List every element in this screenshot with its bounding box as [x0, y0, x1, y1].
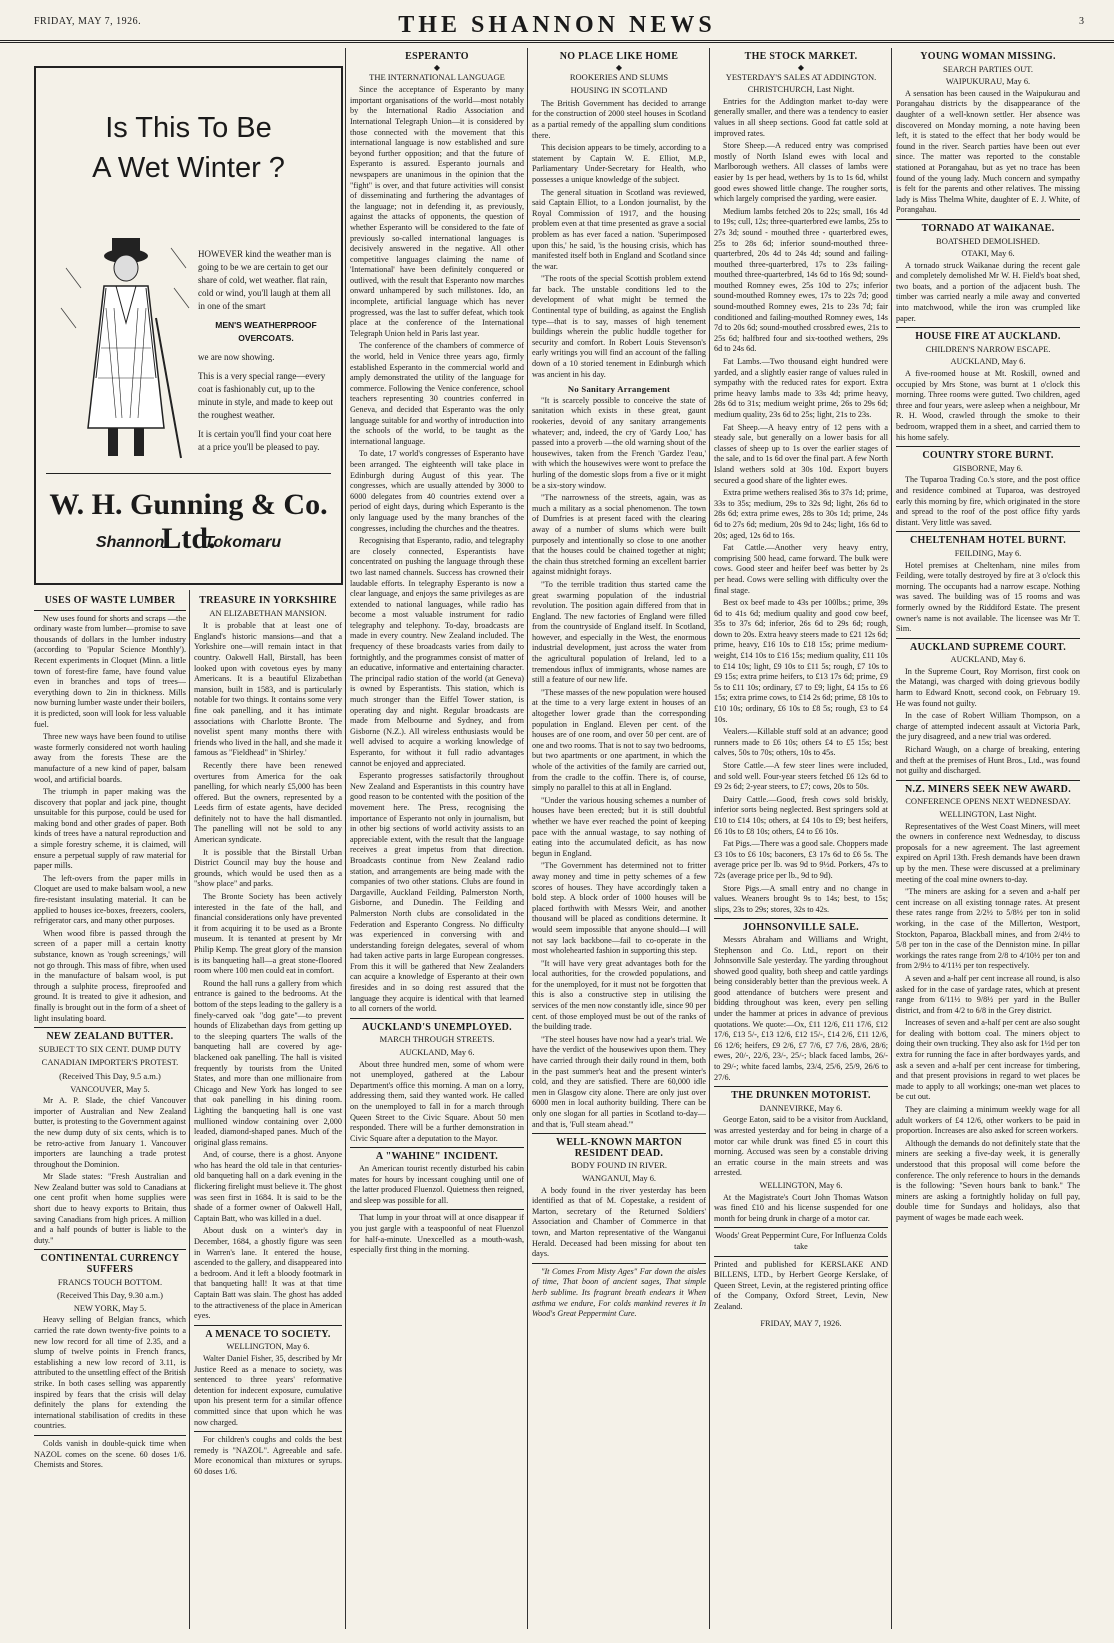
divider: [532, 1133, 706, 1134]
advertisement: [34, 66, 343, 585]
man-in-overcoat-illustration: [56, 228, 196, 468]
column-rule: [189, 590, 190, 1629]
headline-currency: CONTINENTAL CURRENCY SUFFERS: [40, 1253, 180, 1276]
divider: [896, 446, 1080, 447]
divider: [714, 1227, 888, 1228]
column-rule: [891, 48, 892, 1629]
divider: [34, 1435, 186, 1436]
dateline: AUCKLAND, May 6.: [399, 1048, 475, 1058]
headline-no-place-like-home: NO PLACE LIKE HOME: [559, 51, 679, 62]
subhead-sanitary: No Sanitary Arrangement: [567, 384, 671, 395]
dateline: VANCOUVER, May 5.: [70, 1084, 150, 1094]
dateline: DANNEVIRKE, May 6.: [759, 1103, 843, 1113]
headline-wahine: A "WAHINE" INCIDENT.: [375, 1151, 499, 1163]
headline-esperanto: ESPERANTO: [405, 51, 469, 62]
headline-unemployed: AUCKLAND'S UNEMPLOYED.: [362, 1021, 512, 1033]
headline-store-burnt: COUNTRY STORE BURNT.: [922, 450, 1054, 462]
divider: [34, 1249, 186, 1250]
dateline: WANGANUI, May 6.: [582, 1173, 656, 1183]
advert-locations: Shannon Tokomaru: [95, 534, 282, 551]
divider: [714, 1086, 888, 1087]
divider: [896, 531, 1080, 532]
dateline: OTAKI, May 6.: [961, 249, 1015, 259]
column-rule: [527, 48, 528, 1629]
divider: [350, 1147, 524, 1148]
headline-miners: N.Z. MINERS SEEK NEW AWARD.: [904, 783, 1071, 795]
column-6: YOUNG WOMAN MISSING. SEARCH PARTIES OUT. WAIPUKURAU, May 6. A sensation has been caused in the Waipukurau and Porangahau districts by the disappearance of the daughter of a well-known settler. Her absence was discovered on Monday morning, a note having been left, it is stated to the effect that her body would be found in the river. Search parties have been out ever since. The matter was reported to the constable stationed at Porangahau, but as yet no trace has been found of the young lady. Much concern and sympathy is felt for the parents and other relatives. The missing lady is Miss Thelma White, daughter of E. J. White, of Porangahau. TORNADO AT WAIKANAE. BOATSHED DEMOLISHED. OTAKI, May 6. A tornado struck Waikanae during the recent gale and completely demolished Mr W. H. Field's boat shed, two boats, and a portion of the adjacent bush. The timber was carried nearly a mile away and converted into matchwood, while the iron was crumpled like paper. HOUSE FIRE AT AUCKLAND. CHILDREN'S NARROW ESCAPE. AUCKLAND, May 6. A five-roomed house at Mt. Roskill, owned and occupied by Mrs Stone, was burnt at 1 o'clock this morning. Three rooms were gutted. Two children, aged three and four years, were asleep when a neighbour, Mr R. H. Wood, crawled through the smoke to their bedroom, wrapped them in a sheet, and carried them to his home safely. COUNTRY STORE BURNT. GISBORNE, May 6. The Tuparoa Trading Co.'s store, and the post office and residence combined at Tuparoa, was destroyed early this morning by fire, which originated in the store and spread to the roof of the post office fifty yards distant. Very little was saved. CHELTENHAM HOTEL BURNT. FEILDING, May 6. Hotel premises at Cheltenham, nine miles from Feilding, were totally destroyed by fire at 3 o'clock this morning. The occupants had a narrow escape. Nothing was saved. The building was of 15 rooms and was formerly owned by the Riddiford Estate. The present owner's name is not available. The licensee was Mr T. Sim. AUCKLAND SUPREME COURT. AUCKLAND, May 6. In the Supreme Court, Roy Morrison, first cook on the Matangi, was charged with doing grievous bodily harm to Edward Knott, second cook, on February 19. He was found not guilty. In the case of Robert William Thompson, on a charge of attempted indecent assault at Victoria Park, the jury disagreed, and a new trial was ordered. Richard Waugh, on a charge of breaking, entering and theft at the premises of Hunt Bros., Ltd., was found not guilty and discharged. N.Z. MINERS SEEK NEW AWARD. CONFERENCE OPENS NEXT WEDNESDAY. WELLINGTON, Last Night. Representatives of the West Coast Miners, will meet the owners in conference next Wednesday, to discuss proposals for a new agreement. The last agreement expired on April 13th. Fresh demands have been drawn up by the men. These were discussed at a preliminary meeting of the coal mine owners to-day. "The miners are asking for a seven and a-half per cent increase on all existing tonnage rates. At present these rates range from 2/2½ to 5/8½ per ton in solid working, in the case of the Millerton, Westport, Stockton, Paparoa, Blackball mines, and from 2/4½ to 5/8 per ton in the case of the Denniston mine. In pillar workings the rates range from 2/8 to 4/10½ per ton and from 2/9½ to 4/11½ per ton respectively. A seven and a-half per cent increase all round, is also asked for in the case of yardage rates, which at present range from 6/11½ to 9/8½ per yard in the Buller district, and from 4/2 to 6/8 in the Grey district. Increases of seven and a-half per cent are also sought for dealing with bottom coal. The miners object to doing their own trucking. They also ask for 1½d per ton extra for running the face in after bordwayes yards, and ask a seven and a-half per cent increase for timbering, and that present provisions in regard to wet places be made to apply to all workings; one-man wet places to be cut out. They are claiming a minimum weekly wage for all adult workers of £4 12/6, other workers to be paid in proportion. Increases are also asked for screen workers. Although the demands do not definitely state that the miners are seeking a five-day week, it is generally understood that this proposal will come before the conference. The only reference to hours in the demands is the following: "Seven hours bank to bank." The miners are asking a fortnightly holiday on full pay, double time for Sundays and holidays, also that payment of wages be made each week.: [896, 51, 1080, 1222]
divider: [34, 1027, 186, 1028]
newspaper-title: THE SHANNON NEWS: [398, 12, 716, 38]
divider: [896, 327, 1080, 328]
imprint-date: FRIDAY, MAY 7, 1926.: [760, 1318, 842, 1328]
divider: [532, 1263, 706, 1264]
headline-tornado: TORNADO AT WAIKANAE.: [921, 222, 1055, 234]
divider: [34, 610, 186, 611]
headline-waste-lumber: USES OF WASTE LUMBER: [44, 595, 176, 606]
divider: [896, 638, 1080, 639]
divider: [194, 1431, 342, 1432]
column-3: ESPERANTO ◆ THE INTERNATIONAL LANGUAGE Since the acceptance of Esperanto by many important organisations of the world—most notably by the International Radio Association and International Telegraph Union—it is considered by those connected with the movement that this international language is now established and sure beyond further opposition; and that the future of Esperanto is assured. Esperanto journals and newspapers are unanimous in the opinion that the "fight" is over, and that future activities will consist of disseminating and furthering the advantages of the language; not in defending it, as previously, against the attacks of opponents, the question of whether Esperanto will be considered to the fate of previously so-called international languages is decisively answered in the negative. All other competitive languages claiming the name of 'International' have been definitely conquered or outlived, with the result that Esperanto now marches onward unhampered by such millstones. Ido, an incomplete, artificial language which has never progressed, was the last to suffer defeat, which took place at the conference of the International Telegraph Union held in Paris last year. The conference of the chambers of commerce of the world, held in Venice three years ago, firmly established Esperanto in the commercial world and amply demonstrated the utility of the language for commerce. Following the Venice conference, school teachers representing 30 countries conferred in Geneva, and decided that Esperanto was the only language suitable for and worthy of introduction into the schools of the world, to be taught as the international language. To date, 17 world's congresses of Esperanto have been arranged. The eighteenth will take place in Edinburgh during August of this year. The congresses, which are usually attended by 3000 to 6000 delegates from 40 countries extend over a period of eight days, during which Esperanto is the only language used by the many branches of the congresses, including the churches and the theatres. Recognising that Esperanto, radio, and telegraphy are closely connected, Esperantists have concentrated on pushing the language through these two last named channels. Success has crowned their laudable efforts. In telegraphy Esperanto is now a clear language, and enjoys the same privileges as are extended to national languages, while radio has become a most valuable instrument for radio telegraphy and telephony. To-day, broadcasts are made in every country. New Zealand included. The frequency of these broadcasts varies from daily to fortnightly, and the programmes consist of matter of an educative, informative and entertaining character. The principal radio station of the world (at Geneva) is owned by Esperantists. This station, which is much stronger than the Eiffel Tower station, is operating day and night. Regular broadcasts are made from Melbourne and Sydney, and from Gisborne (N.Z.). All wireless enthusiasts would be well advised to acquire a working knowledge of Esperanto, for without it full radio advantages cannot be enjoyed and appreciated. Esperanto progresses satisfactorily throughout New Zealand and Esperantists in this country have good reason to be contented with the position of the movement here. The Press, recognising the importance of Esperanto not only in journalism, but in other big sections of world activity assists to an appreciable extent, with the result that the language receives a great impetus from that direction. Broadcasts continue from New Zealand radio station, and arrangements are being made with the companies of two other stations. Clubs are found in Dargaville, Auckland Feilding, Palmerston North, Gisborne, and Dunedin. The Feilding and Palmerston North clubs are consolidated in the Federation and Esperanto Congress. No difficulty was experienced in conversing with and understanding foreign delegates, several of whom had taken active parts in large European congresses. From this it will be gathered that New Zealanders can acquire a knowledge of Esperanto at their own firesides and in so doing rest assured that the language they acquire is identical with that learned to all corners of the world. AUCKLAND'S UNEMPLOYED. MARCH THROUGH STREETS. AUCKLAND, May 6. About three hundred men, some of whom were not unemployed, gathered at the Labour Department's office this morning. A man on a lorry, addressing them, said they wanted work. He called on the unemployed to fall in for a march through Queen Street to the Civic Square. About 50 men responded. There will be a further demonstration in Civic Square after a deputation to the Mayor. A "WAHINE" INCIDENT. An American tourist recently disturbed his cabin mates for hours by incessant coughing until one of the latter produced Fluenzol. Quietness then reigned, and sleep was possible for all. That lump in your throat will at once disappear if you just gargle with a teaspoonful of neat Fluenzol for half-a-minute. Unexcelled as a mouth-wash, especially first thing in the morning.: [350, 51, 524, 1255]
headline-supreme-court: AUCKLAND SUPREME COURT.: [909, 641, 1067, 653]
column-1: USES OF WASTE LUMBER New uses found for shorts and scraps —the ordinary waste from lumber—promise to save thousands of dollars in the lumber industry (according to 'Popular Science Monthly'). Recent experiments in Cloquet (Minn. a little town of forest-fire fame, have found value even in branches and tops of trees—everything down to 2in in thickness. Mills now burning lumber waste under their boilers, it is predicted, soon will look for less valuable fuel. Three new ways have been found to utilise waste formerly considered not worth hauling away from the forests These are the manufacture of a new kind of paper, balsam wool, and artificial boards. The triumph in paper making was the discovery that poplar and jack pine, thought unsuitable for this purpose, could be used for making bond and other grades of paper. Both kinds of trees have a natural reproduction and a simple forestry scheme, it is claimed, will ensure a perpetual supply of raw material for paper mills. The left-overs from the paper mills in Cloquet are used to make balsam wool, a new fire-resistant insulating material. It can be applied to houses ice-boxes, freezers, coolers, refrigerator cars, and many other purposes. When wood fibre is passed through the screen of a paper mill a certain knotty substance, known as 'rough screenings,' will not go through. This mass of fibre, when used in the manufacture of balsam wool, is put through a sulphite process, fireproofed and ground. It is treated to give it adhesion, and finally is brought out in the form of a sheet of light insulating board. NEW ZEALAND BUTTER. SUBJECT TO SIX CENT. DUMP DUTY CANADIAN IMPORTER'S PROTEST. (Received This Day, 9.5 a.m.) VANCOUVER, May 5. Mr A. P. Slade, the chief Vancouver importer of Australian and New Zealand butter, is protesting to the Government against the new dump duty of six cents, which is to be retro-active from January 1. Vancouver importers are launching a trade protest throughout the Dominion. Mr Slade states: "Fresh Australian and New Zealand butter was sold to Canadians at one cent profit when home supplies were short due to heavy exports to Britain, thus saving Canadians from high prices. A million and a half pounds of butter is liable to the duty." CONTINENTAL CURRENCY SUFFERS FRANCS TOUCH BOTTOM. (Received This Day, 9.30 a.m.) NEW YORK, May 5. Heavy selling of Belgian francs, which carried the rate down twenty-five points to a new low record for all time of 2.35, and a slump of twelve points in French francs, establishing a new low record of 3.11, is attributed to the unsettling effect of the British strike. In both cases selling was apparently inspired by fears that the crisis will delay definitely the plans for extending the international stabilisation of credits in these countries. Colds vanish in double-quick time when NAZOL comes on the scene. 60 doses 1/6. Chemists and Stores.: [34, 595, 186, 1470]
headline-marton-resident: WELL-KNOWN MARTON RESIDENT DEAD.: [556, 1137, 682, 1159]
divider: [714, 918, 888, 919]
dateline: WELLINGTON, Last Night.: [939, 810, 1037, 819]
headline-nz-butter: NEW ZEALAND BUTTER.: [46, 1031, 174, 1043]
divider: [350, 1018, 524, 1019]
divider: [714, 1256, 888, 1257]
divider: [46, 473, 331, 474]
dateline: GISBORNE, May 6.: [953, 463, 1023, 473]
dateline: WELLINGTON, May 6.: [226, 1342, 310, 1352]
advert-copy: HOWEVER kind the weather man is going to be we are certain to get our share of cold, wet weather. flat rain, cold or wind, you'll laugh at them all in one of the smart MEN'S WEATHERPROOF OVERCOATS. we are now showing. This is a very special range—every coat is fashionably cut, up to the minute in style, and made to keep out the roughest weather. It is certain you'll find your coat here at a price you'll be pleased to pay.: [198, 249, 333, 452]
masthead: [0, 0, 1114, 43]
headline-drunken-motorist: THE DRUNKEN MOTORIST.: [731, 1090, 871, 1102]
dateline: FEILDING, May 6.: [954, 548, 1022, 558]
headline-stock-market: THE STOCK MARKET.: [744, 51, 858, 62]
dateline: AUCKLAND, May 6.: [950, 357, 1026, 367]
dateline: AUCKLAND, May 6.: [950, 655, 1026, 665]
dateline: WAIPUKURAU, May 6.: [945, 77, 1031, 87]
divider: [194, 1325, 342, 1326]
advert-firm-name: W. H. Gunning & Co. Ltd.: [49, 488, 328, 555]
headline-menace: A MENACE TO SOCIETY.: [205, 1328, 331, 1340]
column-2: TREASURE IN YORKSHIRE AN ELIZABETHAN MANSION. It is probable that at least one of England's historic mansions—and that a Yorkshire one—will remain intact in that country. Oakwell Hall, Birstall, has been looked upon with covetous eyes by many Americans. It is a beautiful Elizabethan mansion, built in 1583, and is particularly notable for two things. It contains some very fine oak panelling, and it has intimate associations with Charlotte Bronte. The novelist spent many months there with friends who lived in the hall, and she made it famous as "Fieldhead" in 'Shirley.' Recently there have been renewed overtures from America for the oak panelling, for which nearly £5,000 has been offered. But the owners, represented by a Leeds firm of estate agents, have decided definitely not to have the hall dismantled. The panelling will not be sold to any American syndicate. It is possible that the Birstall Urban District Council may buy the house and grounds, which would be used then as a "show place" and parks. The Bronte Society has been actively interested in the fate of the hall, and financial considerations only have prevented it from acquiring it to be used as a Bronte museum. It is tenanted at present by Mr Philip Kemp. The great glory of the mansion is its banqueting hall—a great stone-floored room where 100 men could eat in comfort. Round the hall runs a gallery from which entrance is gained to the bedrooms. At the bottom of the steps leading to the gallery is a finely-carved oak "dog gate"—to prevent hounds of Elizabethan days from getting up to the sleeping quarters The walls of the banqueting hall are covered by age-blackened oak panelling. The hall is visited frequently by tourists from the United States, and more than one millionaire from Chicago and New York has longed to see that oak panelling in his dining room. Lighting the banqueting hall is one vast mullioned window containing over 2,000 leaded, diamond-shaped panes. Much of the original glass remains. And, of course, there is a ghost. Anyone who has heard the old tale in that centuries-old banqueting hall on a dark evening in the flickering firelight must believe it. The ghost was seen first in 1684. It is said to be the shade of a former owner of Oakwell Hall, Captain Batt, who was killed in a duel. About dusk on a winter's day in December, 1684, a ghostly figure was seen in Warren's lane. It entered the house, ascended to the gallery, and disappeared into a bedroom. And it left a bloody footmark in that banqueting hall! It was at that time Captain Batt was slain. The ghost has added to the attractiveness of the place in American eyes. A MENACE TO SOCIETY. WELLINGTON, May 6. Walter Daniel Fisher, 35, described by Mr Justice Reed as a menace to society, was sentenced to three years' reformative detention for indecent exposure, cumulative upon his present term for a similar offence committed since that upon which he was now charged. For children's coughs and colds the best remedy is "NAZOL". Agreeable and safe. More economical than mixtures or syrups. 60 doses 1/6.: [194, 595, 342, 1476]
headline-house-fire: HOUSE FIRE AT AUCKLAND.: [915, 331, 1061, 343]
headline-yorkshire: TREASURE IN YORKSHIRE: [199, 595, 337, 606]
dateline: NEW YORK, May 5.: [73, 1303, 147, 1313]
divider: [896, 780, 1080, 781]
column-5: THE STOCK MARKET. ◆ YESTERDAY'S SALES AT ADDINGTON. CHRISTCHURCH, Last Night. Entries for the Addington market to-day were generally smaller, and there was a tendency to easier values in all sheep sections. Good fat cattle sold at improved rates. Store Sheep.—A reduced entry was comprised mostly of North Island ewes with local and Marlborough wethers. All classes of lambs were easier by 1s per head, wethers by 1s to 1s 6d, whilst good ewes showed little change. The rougher sorts, which largely comprised the yarding, were easier. Medium lambs fetched 20s to 22s; small, 16s 4d to 19s; cull, 12s; three-quarterbred ewe lambs, 25s to 27s 3d; sound - mouthed three - quarterbred ewes, 25s to 28s 6d; inferior sound-mouthed three-quarterbred, 20s 4d to 24s 4d; sound and failing-mouthed three-quarterbred, 17s to 23s failing-mouthed three-quarterbred, 14s 6d to 16s 9d; sound-mouthed Romney ewes, 25s 10d to 27s; inferior sound-mouthed Romney ewes, 17s to 22s 7d; good sound-mouthed Romney ewes, 21s to 23s 7d; fair conditioned and failing-mouthed Romney ewes, 14s 7d to 20s 6d; sound-mouthed crossbred ewes, 21s to 25s 6d; halfbred four and six-toothed wethers, 29s 6d to 24s 6d. Fat Lambs.—Two thousand eight hundred were yarded, and a slightly easier range of values ruled in sympathy with the reduced rates for export. Extra prime heavy lambs made to 33s 4d; prime heavy, 28s 6d to 31s; medium weight prime, 26s to 29s 6d; medium quality, 23s 6d to 25s; light, 21s to 23s. Fat Sheep.—A heavy entry of 12 pens with a steady sale, but generally on a lower basis for all classes of sheep up to 1s over the earlier stages of the sale, and to 1s 6d over the final part. A few North Island wethers sold at 30s 10d. Export buyers secured a good share of the lighter ewes. Extra prime wethers realised 36s to 37s 1d; prime, 33s to 35s; medium, 29s to 32s 9d; light, 26s 6d to 28s 6d; extra prime ewes, 28s to 30s 1d; prime, 24s 6d to 27s 6d; medium, 20s 9d to 24s; light, 16s 6d to 20s; aged, 12s 6d to 16s. Fat Cattle.—Another very heavy entry, comprising 500 head, came forward. The bulk were cows. Good steer and heifer beef was better by 2s per head. Cows were selling with difficulty over the final stage. Best ox beef made to 43s per 100lbs.; prime, 39s 6d to 41s 6d; medium quality and good cow beef, 35s to 37s 6d; inferior, 26s 6d to 29s 6d; rough, down to 20s. Extra heavy steers made to £21 12s 6d; prime, heavy, £16 10s to £18 15s; prime medium-weight, £14 10s to £16 15s; medium quality, £11 10s to £14 10s; light, £9 10s to £11 5s; rough, £7 10s to £9 15s; extra prime heifers, to £13 17s 6d; prime, £9 5s to £11 10s; ordinary, £7 to £9; light, £4 15s to £6 15s; extra prime cows, to £14 2s 6d; prime, £8 10s to £10 10s; ordinary, £6 10s to £8 5s; rough, £3 to £4 10s. Vealers.—Killable stuff sold at an advance; good runners made to £6 10s; others £4 to £5 15s; best calves, 50s to 70s; others, 10s to 45s. Store Cattle.—A few steer lines were included, and sold well. Four-year steers fetched £6 12s 6d to £9 2s 6d; 2-year steers, to £7; cows, 20s to 50s. Dairy Cattle.—Good, fresh cows sold briskly, inferior sorts being neglected. Best springers sold at £10 to £14 10s; others, at £4 10s to £9; best heifers, £6 10s to £8 10s; others, £4 to £6 10s. Fat Pigs.—There was a good sale. Choppers made £3 10s to £6 10s; baconers, £3 17s 6d to £6 5s. The average price per lb. was 9d to 9½d. Porkers, 47s to 72s (average price per lb., 9d to 9d). Store Pigs.—A small entry and no change in values. Weaners brought 9s to 14s; best, to 15s; slips, 23s to 29s; stores, 32s to 42s. JOHNSONVILLE SALE. Messrs Abraham and Williams and Wright, Stephenson and Co. Ltd., report on their Johnsonville Sale yesterday. The yarding throughout showed good quality, both sheep and cattle yardings being considerably better than the previous week. A good attendance of butchers were present and bidding throughout was keen, every pen selling under the hammer at prices in advance of previous quotations. We quote:—Ox, £11 12/6, £11 17/6, £12 17/6, £13 5/-, £13 12/6, £12 15/-, £14 2/6, £11 12/6, £6 12/6; heifers, £9 2/6, £7 7/6, £7 7/6, 28/6, 28/6; ewes, 20/-, 22/6, 23/-, 25/-; black faced lambs, 26/- to 29/-; white faced lambs, 23/4, 25/6, 25/9, 26/6 to 27/6. THE DRUNKEN MOTORIST. DANNEVIRKE, May 6. George Eaton, said to be a visitor from Auckland, was arrested yesterday and for being in charge of a motor car while drunk was fined £5 in court this morning. Accused was seen by a constable driving an erratic course in the main streets and was arrested. WELLINGTON, May 6. At the Magistrate's Court John Thomas Watson was fined £10 and his license suspended for one month for being drunk in charge of a motor car. Woods' Great Peppermint Cure, For Influenza Colds take Printed and published for KERSLAKE AND BILLENS, LTD., by Herbert George Kerslake, of Queen Street, Levin, at the registered printing office of the Company, Oxford Street, Levin, New Zealand. FRIDAY, MAY 7, 1926.: [714, 51, 888, 1328]
advert-headline: Is This To Be A Wet Winter ?: [92, 112, 285, 184]
page-number: 3: [1079, 16, 1084, 27]
issue-date: FRIDAY, MAY 7, 1926.: [34, 16, 142, 27]
column-rule: [345, 48, 346, 1629]
imprint: Printed and published for KERSLAKE AND BILLENS, LTD., by Herbert George Kerslake, of Queen Street, Levin, at the registered printing office of the Company, Oxford Street, Levin, New Zealand.: [714, 1259, 888, 1311]
dateline: WELLINGTON, May 6.: [759, 1180, 843, 1190]
divider: [350, 1209, 524, 1210]
column-rule: [709, 48, 710, 1629]
headline-johnsonville: JOHNSONVILLE SALE.: [743, 922, 859, 934]
divider: [896, 219, 1080, 220]
dateline: CHRISTCHURCH, Last Night.: [747, 85, 855, 95]
headline-hotel-burnt: CHELTENHAM HOTEL BURNT.: [909, 535, 1067, 547]
column-4: NO PLACE LIKE HOME ◆ ROOKERIES AND SLUMS HOUSING IN SCOTLAND The British Government has decided to arrange for the construction of 2000 steel houses in Scotland as a partial remedy of the appalling slum conditions there. This decision appears to be timely, according to a statement by Captain W. E. Elliot, M.P., Parliamentary Under-Secretary for Health, who possesses a unique knowledge of the subject. The general situation in Scotland was reviewed, said Captain Elliot, to a London journalist, by the Royal Commission of 1917, and the housing problem even at that time presented as grave a social problem as has ever faced a nation. 'Superimposed upon this,' he said, 'is the housing crisis, which has manifested itself both in England and Scotland since the war. "The roots of the special Scottish problem extend far back. The unstable conditions led to the development of what might be termed the Continental type of building, as against the English type—that is to say, masses of high tenement buildings wherein the public huddle together for security and comfort. In Robert Louis Stevenson's early writings you will find an account of the falling down of a 10 storied tenement in Edinburgh which was ancient in his day. No Sanitary Arrangement "It is scarcely possible to conceive the state of sanitation which exists in these great, gaunt rookeries, devoid of any sanitary arrangements whatever; and, indeed, the cry of 'Gardy Loo,' has passed into a proverb —the old warning shout of the housewives, taken from the French 'Gardez l'eau,' with which the housewives were wont to preface the hurling of the domestic slops from a five or it might be a six-story window. "The narrowness of the streets, again, was as much a military as a social phenomenon. The town of Dumfries is at present faced with the clearing away of a number of slums which were built purposely and intentionally so close to one another that the houses could be chained together at night; the chain thus stretched forming an excellent barrier against midnight forays. "To the terrible tradition thus started came the great swarming population of the industrial revolution. The position again differed from that in England. The new factories of England were filled from the countryside of England itself. In Scotland, however, and especially in the West, the enormous industrial development, just across the water from the agricultural population of Ireland, led to a tremendous influx of immigrants, whose names are still a feature of our new life. "These masses of the new population were housed at the time to a very large extent in houses of an altogether lower grade than the corresponding population in England. Eleven per cent. of the houses are of one room, and over 50 per cent. are of one and two rooms. That is not to say two bedrooms, but two apartments or one apartment, in which the whole of the activities of the family are carried out, from the cradle to the coffin. There is, of course, simply no parallel to this at all in England. "Under the various housing schemes a number of houses have been erected; but it is still doubtful whether we have ever reached the point of keeping pace with the annual wastage, to say nothing of eating into the accumulated deficit, as has now begun in England. "The Government has determined not to fritter away money and time in petty schemes of a few scores of houses. They have accordingly taken a bold step. A block order of 1000 houses will be placed forthwith with Messrs Weir, and another thousand will be placed as conditions determine. It would seem impossible that anyone should—I will not say lack backbone—fail to co-operate in the most wholehearted fashion in supporting this step. "It will have very great advantages both for the local authorities, for the crowded populations, and for the unemployed, for it must not be forgotten that this is also a constructive step in utilising the services of the men now constantly idle, since 90 per cent. of those employed must be out of the ranks of the building trade. "The steel houses have now had a year's trial. We have the verdict of the housewives upon them. They have carried through their daily round in them, both in the past summer's heat and the present winter's cold, and they are satisfied. There are 60,000 idle men in Glasgow city alone. There are only just over 6000 men in local authority building. There can be only one slogan for all parties in Scotland to-day—and that is, 'Full steam ahead.'" WELL-KNOWN MARTON RESIDENT DEAD. BODY FOUND IN RIVER. WANGANUI, May 6. A body found in the river yesterday has been identified as that of M. Copestake, a resident of Marton, secretary of the Returned Soldiers' Association and Chamber of Commerce in that town, and Marton representative of the Wanganui Herald. Deceased had been missing for about ten days. "It Comes From Misty Ages" Far down the aisles of time, That boon of ancient sages, That simple herb sublime. Its fragrant breath endears it When asthma we endure, For colds mankind reveres it In Wood's Great Peppermint Cure.: [532, 51, 706, 1319]
headline-woman-missing: YOUNG WOMAN MISSING.: [920, 51, 1056, 62]
